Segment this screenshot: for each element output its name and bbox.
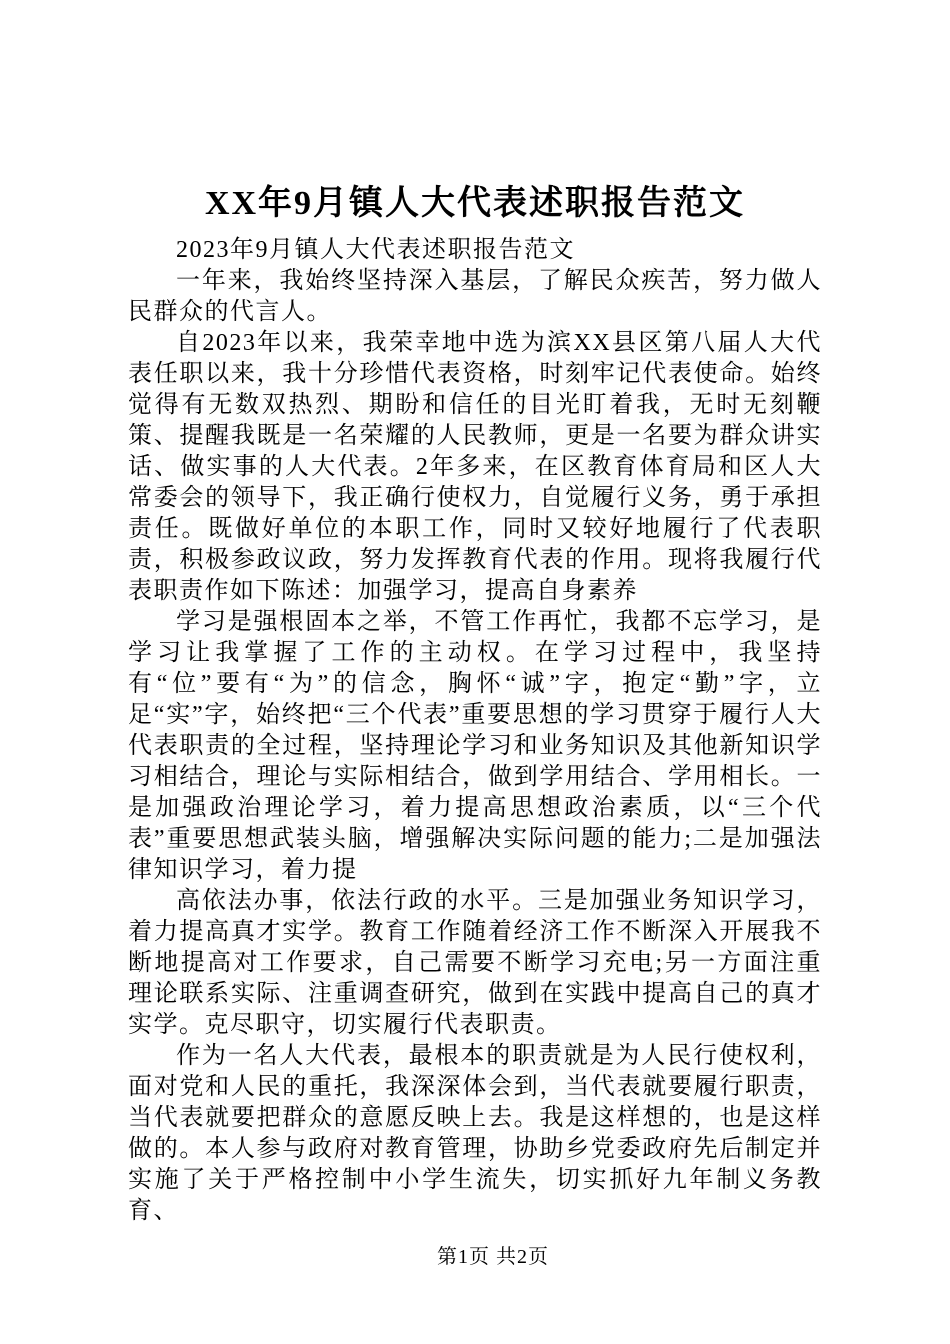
document-page: [128, 181, 822, 1227]
page-footer: [437, 1240, 549, 1269]
document-paragraph: 自2023年以来，我荣幸地中选为滨XX县区第八届人大代表任职以来，我十分珍惜代表资格，时刻牢记代表使命。始终觉得有无数双热烈、期盼和信任的目光盯着我，无时无刻鞭策、提醒我既是一名荣耀的人民教师，更是一名要为群众讲实话、做实事的人大代表。2年多来，在区教育体育局和区人大常委会的领导下，我正确行使权力，自觉履行义务，勇于承担责任。既做好单位的本职工作，同时又较好地履行了代表职责，积极参政议政，努力发挥教育代表的作用。现将我履行代表职责作如下陈述：加强学习，提高自身素养: [128, 330, 822, 604]
page-number-label: 第1页 共2页: [437, 1246, 549, 1268]
document-title: XX年9月镇人大代表述职报告范文: [204, 185, 746, 222]
document-paragraph: 学习是强根固本之举，不管工作再忙，我都不忘学习，是学习让我掌握了工作的主动权。在学习过程中，我坚持有“位”要有“为”的信念，胸怀“诚”字，抱定“勤”字，立足“实”字，始终把“三个代表”重要思想的学习贯穿于履行人大代表职责的全过程，坚持理论学习和业务知识及其他新知识学习相结合，理论与实际相结合，做到学用结合、学用相长。一是加强政治理论学习，着力提高思想政治素质，以“三个代表”重要思想武装头脑，增强解决实际问题的能力;二是加强法律知识学习，着力提: [128, 609, 822, 883]
document-paragraph: 高依法办事，依法行政的水平。三是加强业务知识学习，着力提高真才实学。教育工作随着经济工作不断深入开展我不断地提高对工作要求，自己需要不断学习充电;另一方面注重理论联系实际、注重调查研究，做到在实践中提高自己的真才实学。克尽职守，切实履行代表职责。: [128, 888, 822, 1038]
document-paragraph: 一年来，我始终坚持深入基层，了解民众疾苦，努力做人民群众的代言人。: [128, 268, 822, 325]
document-paragraph: 2023年9月镇人大代表述职报告范文: [176, 237, 575, 263]
document-paragraph: 作为一名人大代表，最根本的职责就是为人民行使权利，面对党和人民的重托，我深深体会到，当代表就要履行职责，当代表就要把群众的意愿反映上去。我是这样想的，也是这样做的。本人参与政府对教育管理，协助乡党委政府先后制定并实施了关于严格控制中小学生流失，切实抓好九年制义务教育、: [128, 1043, 822, 1224]
